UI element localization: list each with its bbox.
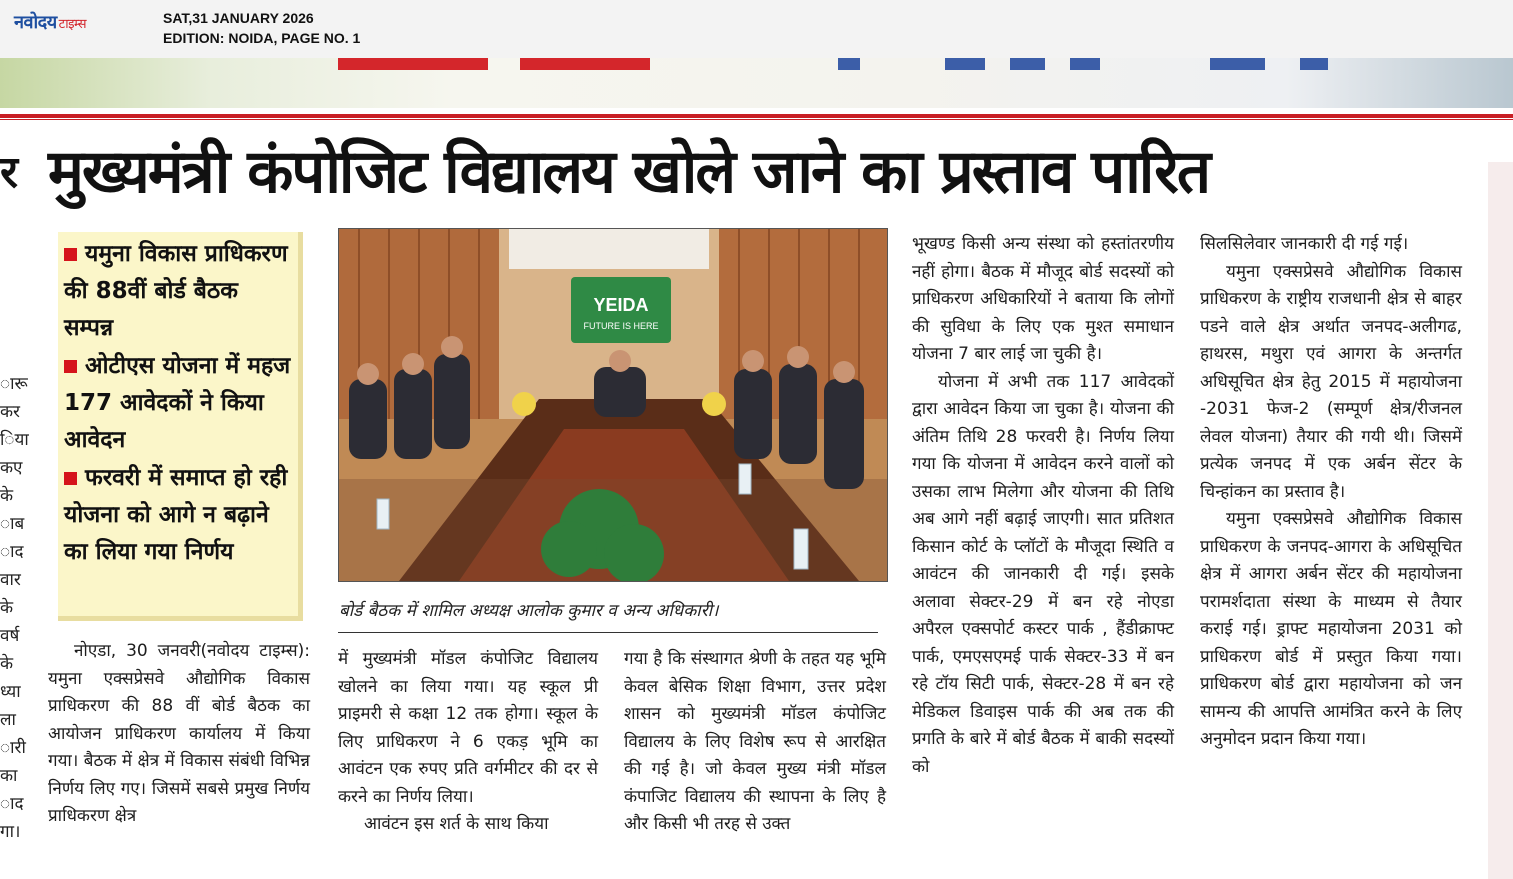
neighbor-line: वार xyxy=(0,570,21,590)
bullet-square-icon xyxy=(64,472,77,485)
neighbor-line: ध्या xyxy=(0,682,21,702)
photo-caption: बोर्ड बैठक में शामिल अध्यक्ष आलोक कुमार व अन्य अधिकारी। xyxy=(339,601,719,621)
article-column-1 xyxy=(48,638,310,831)
highlight-item xyxy=(64,236,292,347)
neighbor-line: ाब xyxy=(0,514,25,534)
article-column-4 xyxy=(912,231,1174,781)
highlight-text: ओटीएस योजना में महज 177 आवेदकों ने किया आवेदन xyxy=(64,353,291,453)
caption-rule xyxy=(338,632,878,633)
neighbor-line: का xyxy=(0,766,18,786)
highlight-item xyxy=(64,348,294,459)
date-line: SAT,31 JANUARY 2026 xyxy=(163,10,314,26)
article-photo[interactable] xyxy=(338,228,888,582)
article-paragraph: भूखण्ड किसी अन्य संस्था को हस्तांतरणीय नहीं होगा। बैठक में मौजूद बोर्ड सदस्यों को प्राधिकरण अधिकारियों ने बताया कि लोगों की सुविधा के लिए एक मुश्त समाधान योजना 7 बार लाई जा चुकी है। xyxy=(912,234,1174,364)
neighbor-line: िया xyxy=(0,430,29,450)
neighbor-line: कर xyxy=(0,402,21,422)
highlight-text: फरवरी में समाप्त हो रही योजना को आगे न बढ़ाने का लिया गया निर्णय xyxy=(64,465,288,565)
article-paragraph: यमुना एक्सप्रेसवे औद्योगिक विकास प्राधिकरण के जनपद-आगरा के अधिसूचित क्षेत्र में आगरा अर्बन सेंटर की महायोजना परामर्शदाता संस्था के माध्यम से तैयार कराई गई। ड्राफ्ट महायोजना 2031 को प्राधिकरण बोर्ड में प्रस्तुत किया गया। प्राधिकरण बोर्ड द्वारा महायोजना को जन सामन्य की आपत्ति आमंत्रित करने के लिए अनुमोदन प्रदान किया गया। xyxy=(1200,509,1462,749)
advertisement-banner-strip xyxy=(0,58,1513,108)
article-paragraph: योजना में अभी तक 117 आवेदकों द्वारा आवेदन किया जा चुका है। योजना की अंतिम तिथि 28 फरवरी है। निर्णय लिया गया कि योजना में आवेदन करने वालों को उसका लाभ मिलेगा और योजना की तिथि अब आगे नहीं बढ़ाई जाएगी। सात प्रतिशत किसान कोर्ट के प्लॉटों के मौजूदा स्थिति व आवंटन की जानकारी दी गई। इसके अलावा सेक्टर-29 में बन रहे नोएडा अपैरल एक्सपोर्ट कस्टर पार्क , हैंडीक्राफ्ट पार्क, एमएसएमई पार्क सेक्टर-33 में बन रहे टॉय सिटी पार्क, सेक्टर-28 में बन रहे मेडिकल डिवाइस पार्क की अब तक की प्रगति के बारे में बोर्ड बैठक में बाकी सदस्यों को xyxy=(912,371,1174,777)
neighbor-line: ला xyxy=(0,710,16,730)
article-column-2 xyxy=(338,646,598,839)
neighbor-line: ारू xyxy=(0,374,28,394)
neighbor-article-edge xyxy=(1488,162,1513,879)
masthead-bar xyxy=(0,0,1513,59)
bullet-square-icon xyxy=(64,248,77,261)
article-headline: मुख्यमंत्री कंपोजिट विद्यालय खोले जाने का प्रस्ताव पारित xyxy=(48,137,1210,207)
article-paragraph: नोएडा, 30 जनवरी(नवोदय टाइम्स): यमुना एक्सप्रेसवे औद्योगिक विकास प्राधिकरण की 88 वीं बोर्ड बैठक का आयोजन प्राधिकरण कार्यालय में किया गया। बैठक में क्षेत्र में विकास संबंधी विभिन्न निर्णय लिए गए। जिसमें सबसे प्रमुख निर्णय प्राधिकरण क्षेत्र xyxy=(48,641,310,826)
logo-sub-text: टाइम्स xyxy=(58,17,86,32)
logo-main-text: नवोदय xyxy=(14,12,57,33)
section-rule-thin xyxy=(0,119,1513,120)
neighbor-article-fragment xyxy=(0,370,29,846)
neighbor-line: के xyxy=(0,598,14,618)
meeting-photo-illustration xyxy=(339,229,887,581)
neighbor-line: ारी xyxy=(0,738,26,758)
neighbor-line: ाद xyxy=(0,542,24,562)
neighbor-line: के xyxy=(0,654,14,674)
article-paragraph: में मुख्यमंत्री मॉडल कंपोजिट विद्यालय खोलने का लिया गया। यह स्कूल प्री प्राइमरी से कक्षा 12 तक होगा। स्कूल के लिए प्राधिकरण ने 6 एकड़ भूमि का आवंटन एक रुपए प्रति वर्गमीटर की दर से करने का निर्णय लिया। xyxy=(338,649,598,807)
article-paragraph: यमुना एक्सप्रेसवे औद्योगिक विकास प्राधिकरण के राष्ट्रीय राजधानी क्षेत्र से बाहर पडने वाले क्षेत्र अर्थात जनपद-अलीगढ, हाथरस, मथुरा एवं आगरा के अन्तर्गत अधिसूचित क्षेत्र हेतु 2015 में महायोजना -2031 फेज-2 (सम्पूर्ण क्षेत्र/रीजनल लेवल योजना) तैयार की गयी थी। जिसमें प्रत्येक जनपद में एक अर्बन सेंटर के चिन्हांकन का प्रस्ताव है। xyxy=(1200,261,1462,502)
neighbor-line: गा। xyxy=(0,822,21,842)
highlights-box xyxy=(58,232,303,621)
bullet-square-icon xyxy=(64,360,77,373)
section-rule xyxy=(0,114,1513,118)
edition-line: EDITION: NOIDA, PAGE NO. 1 xyxy=(163,30,361,46)
photo-logo-text: YEIDA xyxy=(593,295,649,315)
highlight-item xyxy=(64,460,290,571)
article-paragraph: सिलसिलेवार जानकारी दी गई गई। xyxy=(1200,234,1409,254)
neighbor-line: वर्ष xyxy=(0,626,20,646)
article-paragraph: गया है कि संस्थागत श्रेणी के तहत यह भूमि केवल बेसिक शिक्षा विभाग, उत्तर प्रदेश शासन को मुख्यमंत्री मॉडल कंपोजिट विद्यालय के लिए विशेष रूप से आरक्षित की गई है। जो केवल मुख्य मंत्री मॉडल कंपाजिट विद्यालय की स्थापना के लिए है और किसी भी तरह से उक्त xyxy=(624,649,886,834)
article-paragraph: आवंटन इस शर्त के साथ किया xyxy=(364,814,549,834)
neighbor-line: के xyxy=(0,486,14,506)
neighbor-line: ाद xyxy=(0,794,24,814)
neighbor-line: कए xyxy=(0,458,23,478)
neighbor-headline-fragment: र xyxy=(0,147,18,198)
highlight-text: यमुना विकास प्राधिकरण की 88वीं बोर्ड बैठक सम्पन्न xyxy=(64,241,288,341)
article-column-3 xyxy=(624,646,886,839)
photo-banner-text: FUTURE IS HERE xyxy=(583,321,659,331)
edition-info xyxy=(163,8,360,48)
newspaper-logo[interactable] xyxy=(14,10,86,34)
article-column-5 xyxy=(1200,231,1462,754)
